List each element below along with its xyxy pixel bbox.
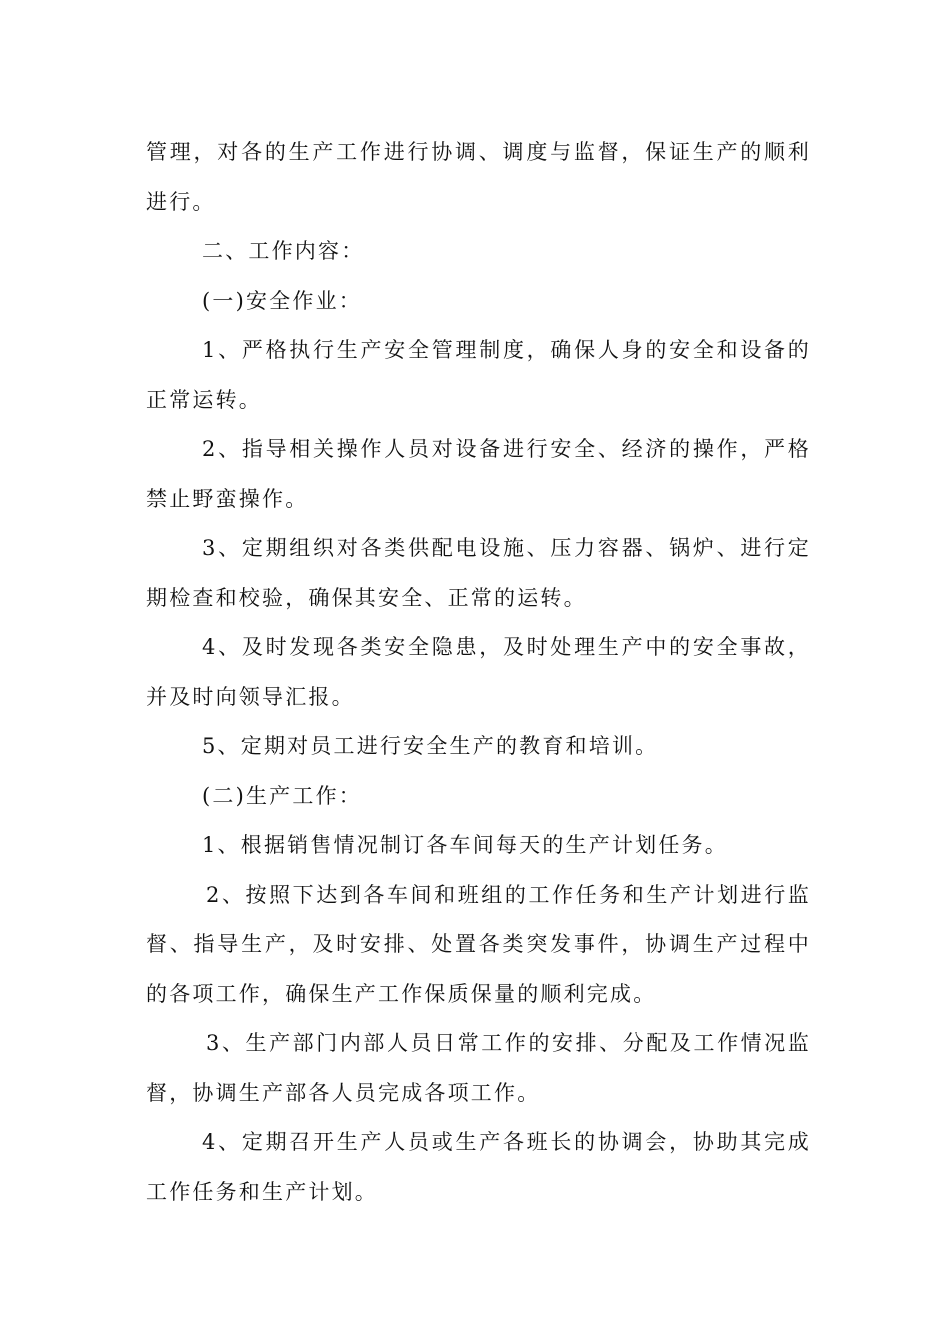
list-item-safety-3: 3、定期组织对各类供配电设施、压力容器、锅炉、进行定期检查和校验，确保其安全、正常的运转。 bbox=[146, 536, 811, 610]
subsection-heading-production: (二)生产工作： bbox=[202, 783, 362, 808]
list-item-production-4: 4、定期召开生产人员或生产各班长的协调会，协助其完成工作任务和生产计划。 bbox=[146, 1130, 811, 1204]
list-item-production-3: 3、生产部门内部人员日常工作的安排、分配及工作情况监督，协调生产部各人员完成各项工作。 bbox=[146, 1031, 811, 1105]
list-item-production-1: 1、根据销售情况制订各车间每天的生产计划任务。 bbox=[202, 833, 728, 857]
section-heading-work-content: 二、工作内容： bbox=[202, 239, 365, 263]
list-item-production-2: 2、按照下达到各车间和班组的工作任务和生产计划进行监督、指导生产，及时安排、处置各类突发事件，协调生产过程中的各项工作，确保生产工作保质保量的顺利完成。 bbox=[146, 882, 811, 1006]
list-item-safety-5: 5、定期对员工进行安全生产的教育和培训。 bbox=[202, 734, 659, 758]
subsection-heading-safety: (一)安全作业： bbox=[202, 288, 362, 313]
document-body bbox=[146, 128, 811, 1217]
list-item-safety-1: 1、严格执行生产安全管理制度，确保人身的安全和设备的正常运转。 bbox=[146, 338, 811, 412]
list-item-safety-2: 2、指导相关操作人员对设备进行安全、经济的操作，严格禁止野蛮操作。 bbox=[146, 437, 811, 511]
list-item-safety-4: 4、及时发现各类安全隐患，及时处理生产中的安全事故，并及时向领导汇报。 bbox=[146, 635, 811, 709]
paragraph-continuation: 管理，对各的生产工作进行协调、调度与监督，保证生产的顺利进行。 bbox=[146, 140, 811, 214]
